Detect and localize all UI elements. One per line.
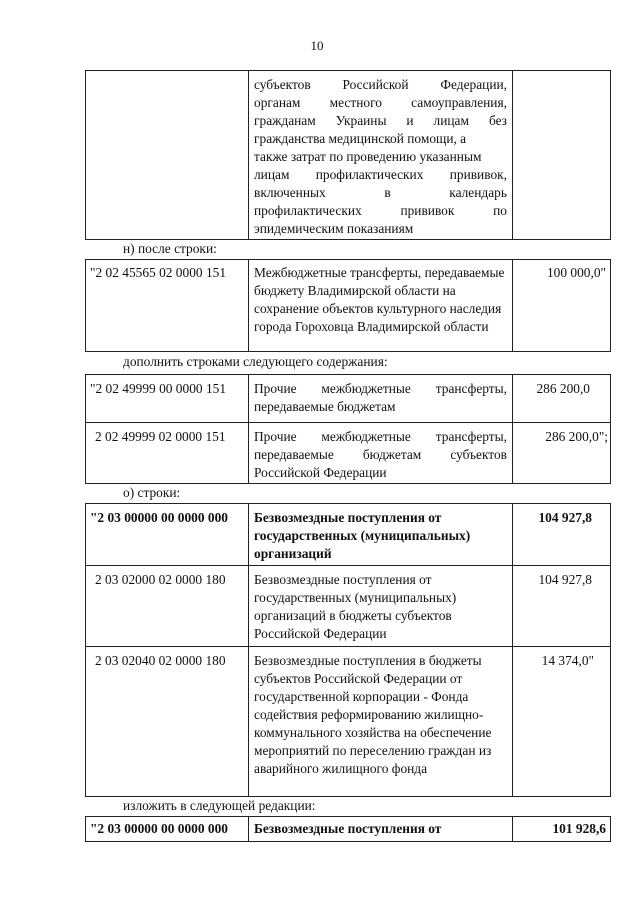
continuation-word: самоуправления, xyxy=(411,95,507,110)
continuation-line xyxy=(254,220,507,238)
added-row-1-sum: 286 200,0 xyxy=(536,381,590,396)
continuation-word: Федерации, xyxy=(440,77,507,92)
o-row-1-description: Безвозмездные поступления от государственных (муниципальных) организаций xyxy=(254,510,471,561)
page-number: 10 xyxy=(310,38,324,53)
row-n-sum: 100 000,0" xyxy=(546,265,606,280)
o-row-2-description: Безвозмездные поступления от государственных (муниципальных) организаций в бюджеты субъектов Российской Федерации xyxy=(254,572,457,641)
added-row-2-sum: 286 200,0"; xyxy=(545,429,608,444)
instruction-new: изложить в следующей редакции: xyxy=(123,798,316,813)
continuation-word: и xyxy=(406,113,414,128)
continuation-line xyxy=(254,76,507,94)
continuation-word: субъектов xyxy=(254,77,311,92)
continuation-line xyxy=(254,130,507,148)
row-n-description: Межбюджетные трансферты, передаваемые бюджету Владимирской области на сохранение объектов культурного наследия города Гороховца Владимирской области xyxy=(254,265,505,334)
continuation-line xyxy=(254,112,507,130)
continuation-word: прививок, xyxy=(449,167,507,182)
continuation-word: Украины xyxy=(335,113,387,128)
continuation-word: по xyxy=(493,203,507,218)
instruction-n: н) после строки: xyxy=(123,241,217,256)
continuation-word: лицам xyxy=(433,113,469,128)
o-row-3-sum: 14 374,0" xyxy=(541,653,594,668)
continuation-line xyxy=(254,148,507,166)
continuation-word: гражданам xyxy=(254,113,316,128)
continuation-word: гражданства медицинской помощи, а xyxy=(254,131,467,146)
continuation-word: без xyxy=(488,113,507,128)
continuation-word: лицам xyxy=(254,167,290,182)
continuation-line xyxy=(254,94,507,112)
continuation-word: включенных xyxy=(254,185,326,200)
continuation-line xyxy=(254,184,507,202)
continuation-word: эпидемическим показаниям xyxy=(254,221,414,236)
continuation-word: профилактических xyxy=(254,203,362,218)
o-row-2-code: 2 03 02000 02 0000 180 xyxy=(95,572,226,587)
o-row-3-description: Безвозмездные поступления в бюджеты субъектов Российской Федерации от государственной корпорации - Фонда содействия реформированию жилищно-коммунального хозяйства на обеспечение мероприятий по переселению граждан из аварийного жилищного фонда xyxy=(254,653,492,776)
continuation-word: в xyxy=(384,185,391,200)
continuation-word: профилактических xyxy=(315,167,424,182)
new-row-description: Безвозмездные поступления от xyxy=(254,821,442,836)
continuation-word: календарь xyxy=(449,185,507,200)
added-row-1-code: "2 02 49999 00 0000 151 xyxy=(90,381,227,396)
added-row-1-description: Прочие межбюджетные трансферты, передаваемые бюджетам xyxy=(254,381,507,414)
instruction-add: дополнить строками следующего содержания: xyxy=(123,354,388,369)
continuation-word: также затрат по проведению указанным xyxy=(254,149,482,164)
o-row-3-code: 2 03 02040 02 0000 180 xyxy=(95,653,226,668)
continuation-line xyxy=(254,166,507,184)
o-row-2-sum: 104 927,8 xyxy=(538,572,592,587)
added-row-2-description: Прочие межбюджетные трансферты, передаваемые бюджетам субъектов Российской Федерации xyxy=(254,429,507,480)
continuation-word: прививок xyxy=(400,203,455,218)
instruction-o: о) строки: xyxy=(123,485,181,500)
added-row-2-code: 2 02 49999 02 0000 151 xyxy=(95,429,226,444)
o-row-1-sum: 104 927,8 xyxy=(538,510,592,525)
continuation-description xyxy=(254,76,507,238)
new-row-code: "2 03 00000 00 0000 000 xyxy=(90,821,228,836)
continuation-line xyxy=(254,202,507,220)
continuation-word: местного xyxy=(329,95,382,110)
continuation-word: органам xyxy=(254,95,301,110)
new-row-sum: 101 928,6 xyxy=(552,821,606,836)
o-row-1-code: "2 03 00000 00 0000 000 xyxy=(90,510,228,525)
continuation-word: Российской xyxy=(342,77,409,92)
row-n-code: "2 02 45565 02 0000 151 xyxy=(90,265,227,280)
